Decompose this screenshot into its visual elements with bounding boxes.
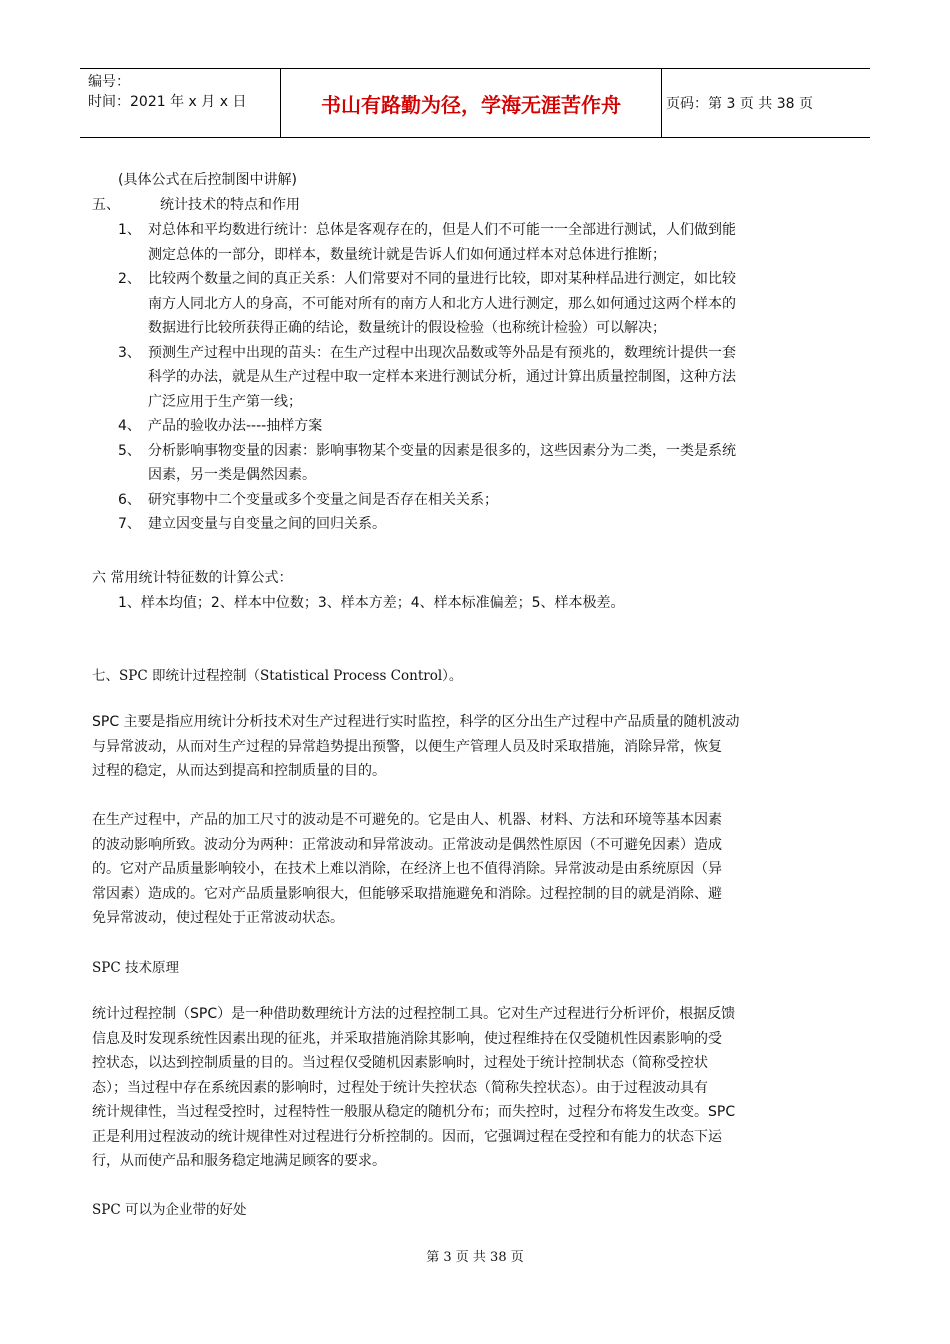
spc-principle-heading: SPC 技术原理 [92, 960, 179, 976]
list-item-number: 1、 [118, 222, 141, 238]
paragraph-line: 免异常波动，使过程处于正常波动状态。 [92, 910, 344, 926]
list-item-number: 2、 [118, 271, 141, 287]
spc-principle-paragraph [92, 1002, 735, 1174]
list-item-text: 因素，另一类是偶然因素。 [148, 467, 316, 483]
list-item-text: 分析影响事物变量的因素：影响事物某个变量的因素是很多的，这些因素分为二类，一类是系统 [148, 442, 736, 459]
section6-items: 1、样本均值；2、样本中位数；3、样本方差；4、样本标准偏差；5、样本极差。 [118, 595, 625, 611]
list-item-text: 数据进行比较所获得正确的结论，数量统计的假设检验（也称统计检验）可以解决； [148, 320, 666, 336]
list-item-text: 预测生产过程中出现的苗头：在生产过程中出现次品数或等外品是有预兆的，数理统计提供一套 [148, 344, 736, 361]
intro-note: (具体公式在后控制图中讲解) [118, 172, 297, 188]
list-item-text: 产品的验收办法----抽样方案 [148, 418, 323, 434]
list-item-number: 4、 [118, 418, 141, 434]
paragraph-line: 行，从而使产品和服务稳定地满足顾客的要求。 [92, 1153, 386, 1169]
date-label: 时间：2021 年 x 月 x 日 [88, 94, 247, 110]
list-item-text: 对总体和平均数进行统计：总体是客观存在的，但是人们不可能一一全部进行测试，人们做到能 [148, 222, 736, 238]
paragraph-line: 常因素）造成的。它对产品质量影响很大，但能够采取措施避免和消除。过程控制的目的就是消除、避 [92, 885, 722, 902]
header-motto: 书山有路勤为径，学海无涯苦作舟 [281, 69, 662, 137]
spc-benefits-heading: SPC 可以为企业带的好处 [92, 1202, 247, 1218]
list-item-text: 建立因变量与自变量之间的回归关系。 [148, 516, 386, 532]
paragraph-line: 的。它对产品质量影响较小，在技术上难以消除，在经济上也不值得消除。异常波动是由系统原因（异 [92, 861, 722, 877]
paragraph-line: 的波动影响所致。波动分为两种：正常波动和异常波动。正常波动是偶然性原因（不可避免因素）造成 [92, 836, 722, 853]
list-item-number: 7、 [118, 516, 141, 532]
section5-title: 统计技术的特点和作用 [160, 197, 300, 213]
paragraph-line: 信息及时发现系统性因素出现的征兆，并采取措施消除其影响，使过程维持在仅受随机性因素影响的受 [92, 1030, 722, 1047]
section7-title: 七、SPC 即统计过程控制（Statistical Process Control）。 [92, 668, 463, 684]
list-item-text: 广泛应用于生产第一线； [148, 393, 302, 410]
paragraph-line: 在生产过程中，产品的加工尺寸的波动是不可避免的。它是由人、机器、材料、方法和环境等基本因素 [92, 812, 722, 828]
list-item-number: 6、 [118, 491, 141, 508]
list-item-text: 南方人同北方人的身高，不可能对所有的南方人和北方人进行测定，那么如何通过这两个样本的 [148, 295, 736, 312]
paragraph-line: 统计过程控制（SPC）是一种借助数理统计方法的过程控制工具。它对生产过程进行分析评价，根据反馈 [92, 1006, 736, 1022]
section6-title: 六 常用统计特征数的计算公式： [92, 570, 293, 586]
header-meta [80, 69, 281, 137]
page-footer: 第 3 页 共 38 页 [426, 1250, 524, 1265]
list-item-number: 5、 [118, 442, 141, 459]
paragraph-line: 正是利用过程波动的统计规律性对过程进行分析控制的。因而，它强调过程在受控和有能力的状态下运 [92, 1128, 722, 1145]
list-item-text: 研究事物中二个变量或多个变量之间是否存在相关关系； [148, 491, 498, 508]
section5-number: 五、 [92, 197, 120, 213]
spc-intro-paragraph [92, 710, 740, 784]
serial-label: 编号： [88, 74, 130, 90]
paragraph-line: 过程的稳定，从而达到提高和控制质量的目的。 [92, 763, 386, 779]
paragraph-line: SPC 主要是指应用统计分析技术对生产过程进行实时监控，科学的区分出生产过程中产品质量的随机波动 [92, 714, 740, 730]
list-item-text: 科学的办法，就是从生产过程中取一定样本来进行测试分析，通过计算出质量控制图，这种方法 [148, 369, 736, 385]
list-item-text: 测定总体的一部分，即样本，数量统计就是告诉人们如何通过样本对总体进行推断； [148, 246, 666, 263]
list-item-text: 比较两个数量之间的真正关系：人们常要对不同的量进行比较，即对某种样品进行测定，如比较 [148, 271, 736, 287]
page-header [80, 68, 870, 138]
list-item-number: 3、 [118, 344, 141, 361]
variation-paragraph [92, 808, 722, 931]
header-page-info: 页码：第 3 页 共 38 页 [666, 96, 813, 112]
paragraph-line: 控状态，以达到控制质量的目的。当过程仅受随机因素影响时，过程处于统计控制状态（简称受控状 [92, 1055, 708, 1071]
paragraph-line: 态）；当过程中存在系统因素的影响时，过程处于统计失控状态（简称失控状态）。由于过程波动具有 [92, 1079, 708, 1096]
paragraph-line: 与异常波动，从而对生产过程的异常趋势提出预警，以便生产管理人员及时采取措施，消除异常，恢复 [92, 738, 722, 755]
paragraph-line: 统计规律性，当过程受控时，过程特性一般服从稳定的随机分布；而失控时，过程分布将发生改变。SPC [92, 1104, 736, 1120]
